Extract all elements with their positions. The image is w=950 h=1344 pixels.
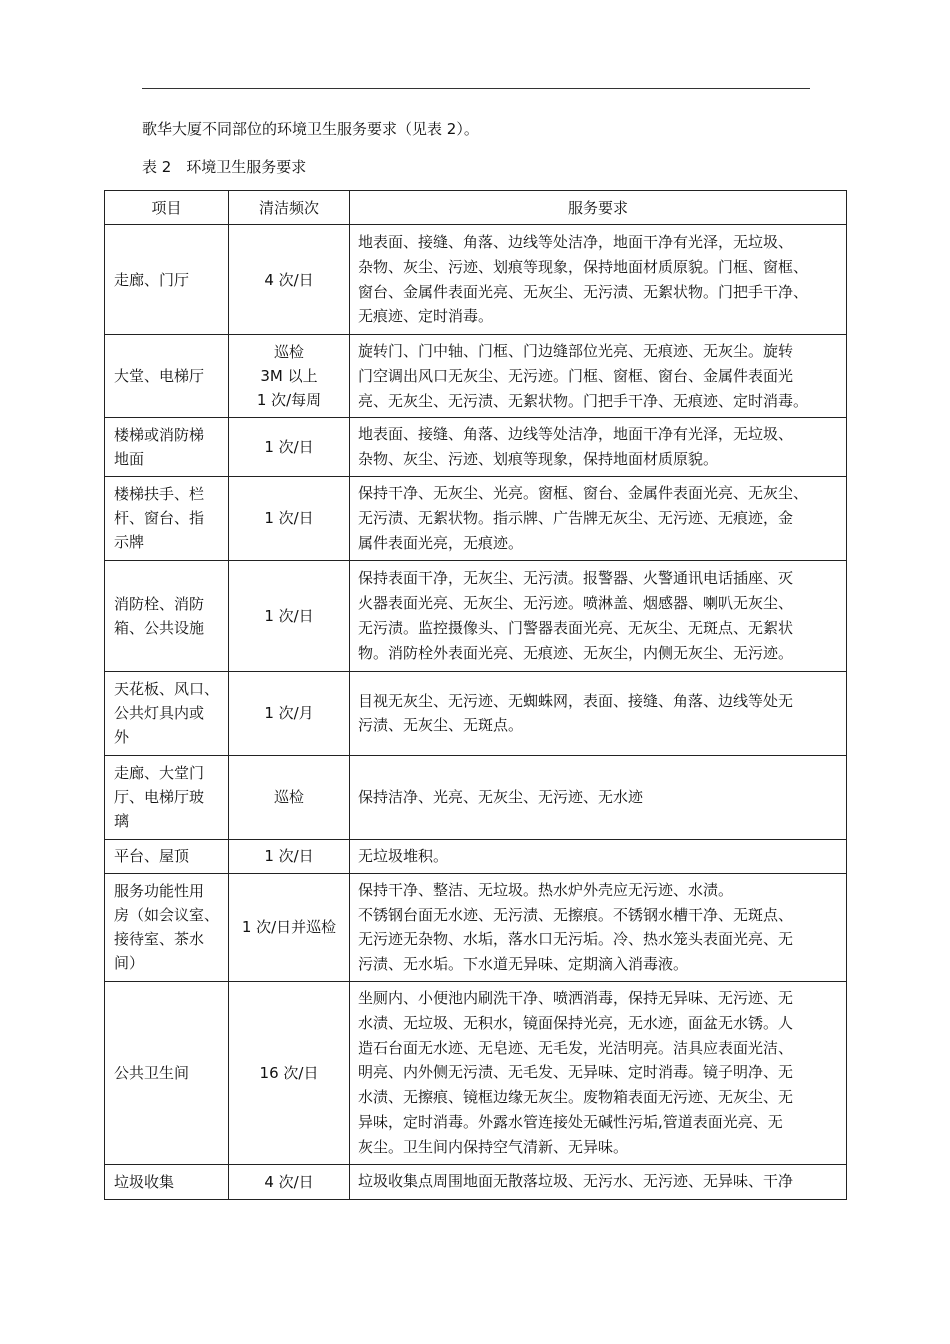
requirement-cell-line: 无污迹无杂物、水垢，落水口无污垢。冷、热水笼头表面光亮、无 bbox=[358, 930, 794, 949]
item-cell-line: 走廊、大堂门 bbox=[114, 764, 205, 783]
frequency-cell bbox=[229, 225, 350, 335]
item-cell bbox=[105, 839, 229, 873]
table-row bbox=[105, 671, 847, 755]
item-cell bbox=[105, 476, 229, 560]
requirement-cell-line: 灰尘。卫生间内保持空气清新、无异味。 bbox=[358, 1137, 629, 1156]
item-cell-line: 厅、电梯厅玻 bbox=[114, 788, 205, 807]
frequency-cell-line: 1 次/日并巡检 bbox=[241, 918, 337, 937]
frequency-cell bbox=[229, 560, 350, 671]
item-cell-line: 外 bbox=[114, 728, 130, 747]
requirement-cell-line: 保持干净、整洁、无垃圾。热水炉外壳应无污迹、水渍。 bbox=[358, 880, 734, 899]
frequency-cell bbox=[229, 418, 350, 477]
frequency-cell bbox=[229, 981, 350, 1164]
frequency-cell bbox=[229, 671, 350, 755]
requirement-cell-line: 保持干净、无灰尘、光亮。窗框、窗台、金属件表面光亮、无灰尘、 bbox=[358, 484, 809, 503]
header-requirements: 服务要求 bbox=[350, 191, 847, 225]
frequency-cell-line: 1 次/月 bbox=[264, 704, 314, 723]
item-cell-line: 大堂、电梯厅 bbox=[114, 367, 205, 386]
requirement-cell bbox=[350, 839, 847, 873]
header-frequency: 清洁频次 bbox=[229, 191, 350, 225]
intro-paragraph: 歌华大厦不同部位的环境卫生服务要求（见表 2）。 bbox=[142, 120, 479, 138]
requirement-cell bbox=[350, 671, 847, 755]
requirement-cell-line: 无污渍。监控摄像头、门警器表面光亮、无灰尘、无斑点、无絮状 bbox=[358, 618, 794, 637]
header-rule bbox=[142, 88, 810, 89]
item-cell-line: 公共卫生间 bbox=[114, 1063, 190, 1082]
table-row bbox=[105, 476, 847, 560]
requirement-cell-line: 地表面、接缝、角落、边线等处洁净，地面干净有光泽，无垃圾、 bbox=[358, 232, 794, 251]
frequency-cell-line: 1 次/日 bbox=[264, 606, 314, 625]
requirement-cell-line: 窗台、金属件表面光亮、无灰尘、无污渍、无絮状物。门把手干净、 bbox=[358, 282, 809, 301]
frequency-cell-line: 3M 以上 bbox=[260, 367, 318, 386]
frequency-cell-line: 巡检 bbox=[273, 788, 304, 807]
item-cell bbox=[105, 671, 229, 755]
requirement-cell-line: 污渍、无灰尘、无斑点。 bbox=[358, 716, 524, 735]
requirement-cell-line: 地表面、接缝、角落、边线等处洁净，地面干净有光泽，无垃圾、 bbox=[358, 425, 794, 444]
requirement-cell-line: 坐厕内、小便池内刷洗干净、喷洒消毒，保持无异味、无污迹、无 bbox=[358, 988, 794, 1007]
frequency-cell-line: 1 次/每周 bbox=[256, 391, 322, 410]
frequency-cell-line: 巡检 bbox=[273, 343, 304, 362]
frequency-cell-line: 4 次/日 bbox=[264, 270, 314, 289]
item-cell-line: 房（如会议室、 bbox=[114, 906, 220, 925]
frequency-cell bbox=[229, 839, 350, 873]
item-cell bbox=[105, 981, 229, 1164]
item-cell bbox=[105, 560, 229, 671]
table-row bbox=[105, 418, 847, 477]
item-cell-line: 平台、屋顶 bbox=[114, 847, 190, 866]
requirement-cell-line: 污渍、无水垢。下水道无异味、定期滴入消毒液。 bbox=[358, 955, 689, 974]
item-cell-line: 天花板、风口、 bbox=[114, 680, 220, 699]
item-cell-line: 服务功能性用 bbox=[114, 882, 205, 901]
frequency-cell-line: 1 次/日 bbox=[264, 438, 314, 457]
frequency-cell bbox=[229, 1164, 350, 1199]
frequency-cell-line: 16 次/日 bbox=[259, 1063, 319, 1082]
frequency-cell bbox=[229, 755, 350, 839]
requirement-cell-line: 火器表面光亮、无灰尘、无污迹。喷淋盖、烟感器、喇叭无灰尘、 bbox=[358, 594, 794, 613]
requirement-cell-line: 异味，定时消毒。外露水管连接处无碱性污垢,管道表面光亮、无 bbox=[358, 1112, 783, 1131]
table-row bbox=[105, 755, 847, 839]
requirement-cell bbox=[350, 560, 847, 671]
table-caption: 表 2 环境卫生服务要求 bbox=[142, 158, 307, 176]
item-cell-line: 璃 bbox=[114, 812, 130, 831]
table-row bbox=[105, 981, 847, 1164]
requirement-cell-line: 保持表面干净，无灰尘、无污渍。报警器、火警通讯电话插座、灭 bbox=[358, 569, 794, 588]
table-header-row bbox=[105, 191, 847, 225]
item-cell-line: 楼梯或消防梯 bbox=[114, 426, 205, 445]
item-cell-line: 间） bbox=[114, 954, 145, 973]
requirement-cell-line: 目视无灰尘、无污迹、无蜘蛛网，表面、接缝、角落、边线等处无 bbox=[358, 691, 794, 710]
item-cell bbox=[105, 418, 229, 477]
table-row bbox=[105, 873, 847, 981]
requirement-cell-line: 明亮、内外侧无污渍、无毛发、无异味、定时消毒。镜子明净、无 bbox=[358, 1063, 794, 1082]
item-cell-line: 楼梯扶手、栏 bbox=[114, 485, 205, 504]
requirement-cell-line: 无痕迹、定时消毒。 bbox=[358, 307, 494, 326]
requirement-cell bbox=[350, 335, 847, 418]
table-row bbox=[105, 1164, 847, 1199]
item-cell-line: 地面 bbox=[114, 450, 145, 469]
requirement-cell bbox=[350, 476, 847, 560]
requirement-cell-line: 保持洁净、光亮、无灰尘、无污迹、无水迹 bbox=[358, 788, 644, 807]
item-cell bbox=[105, 873, 229, 981]
requirement-cell-line: 属件表面光亮，无痕迹。 bbox=[358, 533, 524, 552]
requirement-cell bbox=[350, 418, 847, 477]
frequency-cell-line: 4 次/日 bbox=[264, 1172, 314, 1191]
frequency-cell bbox=[229, 873, 350, 981]
requirement-cell-line: 不锈钢台面无水迹、无污渍、无擦痕。不锈钢水槽干净、无斑点、 bbox=[358, 905, 794, 924]
requirement-cell-line: 无污渍、无絮状物。指示牌、广告牌无灰尘、无污迹、无痕迹，金 bbox=[358, 509, 794, 528]
requirement-cell-line: 杂物、灰尘、污迹、划痕等现象，保持地面材质原貌。门框、窗框、 bbox=[358, 257, 809, 276]
item-cell bbox=[105, 1164, 229, 1199]
requirement-cell-line: 垃圾收集点周围地面无散落垃圾、无污水、无污迹、无异味、干净 bbox=[358, 1172, 794, 1191]
item-cell-line: 走廊、门厅 bbox=[114, 270, 190, 289]
item-cell-line: 消防栓、消防 bbox=[114, 594, 205, 613]
requirement-cell bbox=[350, 225, 847, 335]
service-requirements-table bbox=[104, 190, 847, 1200]
requirement-cell-line: 造石台面无水迹、无皂迹、无毛发，光洁明亮。洁具应表面光洁、 bbox=[358, 1038, 794, 1057]
frequency-cell-line: 1 次/日 bbox=[264, 847, 314, 866]
item-cell bbox=[105, 335, 229, 418]
requirement-cell bbox=[350, 1164, 847, 1199]
item-cell bbox=[105, 225, 229, 335]
item-cell-line: 箱、公共设施 bbox=[114, 618, 205, 637]
requirement-cell-line: 无垃圾堆积。 bbox=[358, 846, 449, 865]
requirement-cell-line: 亮、无灰尘、无污渍、无絮状物。门把手干净、无痕迹、定时消毒。 bbox=[358, 391, 809, 410]
header-item: 项目 bbox=[105, 191, 229, 225]
requirement-cell-line: 水渍、无擦痕、镜框边缘无灰尘。废物箱表面无污迹、无灰尘、无 bbox=[358, 1088, 794, 1107]
table-row bbox=[105, 225, 847, 335]
item-cell-line: 杆、窗台、指 bbox=[114, 509, 205, 528]
table-row bbox=[105, 839, 847, 873]
item-cell-line: 公共灯具内或 bbox=[114, 704, 205, 723]
item-cell bbox=[105, 755, 229, 839]
frequency-cell bbox=[229, 476, 350, 560]
frequency-cell-line: 1 次/日 bbox=[264, 509, 314, 528]
requirement-cell bbox=[350, 981, 847, 1164]
item-cell-line: 接待室、茶水 bbox=[114, 930, 205, 949]
requirement-cell-line: 旋转门、门中轴、门框、门边缝部位光亮、无痕迹、无灰尘。旋转 bbox=[358, 342, 794, 360]
requirement-cell-line: 水渍、无垃圾、无积水，镜面保持光亮，无水迹，面盆无水锈。人 bbox=[358, 1013, 794, 1032]
requirement-cell bbox=[350, 873, 847, 981]
requirement-cell-line: 杂物、灰尘、污迹、划痕等现象，保持地面材质原貌。 bbox=[358, 450, 719, 469]
requirement-cell-line: 物。消防栓外表面光亮、无痕迹、无灰尘，内侧无灰尘、无污迹。 bbox=[358, 643, 794, 662]
item-cell-line: 垃圾收集 bbox=[114, 1172, 175, 1191]
requirement-cell bbox=[350, 755, 847, 839]
item-cell-line: 示牌 bbox=[114, 533, 145, 552]
requirement-cell-line: 门空调出风口无灰尘、无污迹。门框、窗框、窗台、金属件表面光 bbox=[358, 366, 794, 385]
frequency-cell bbox=[229, 335, 350, 418]
table-row bbox=[105, 335, 847, 418]
table-row bbox=[105, 560, 847, 671]
